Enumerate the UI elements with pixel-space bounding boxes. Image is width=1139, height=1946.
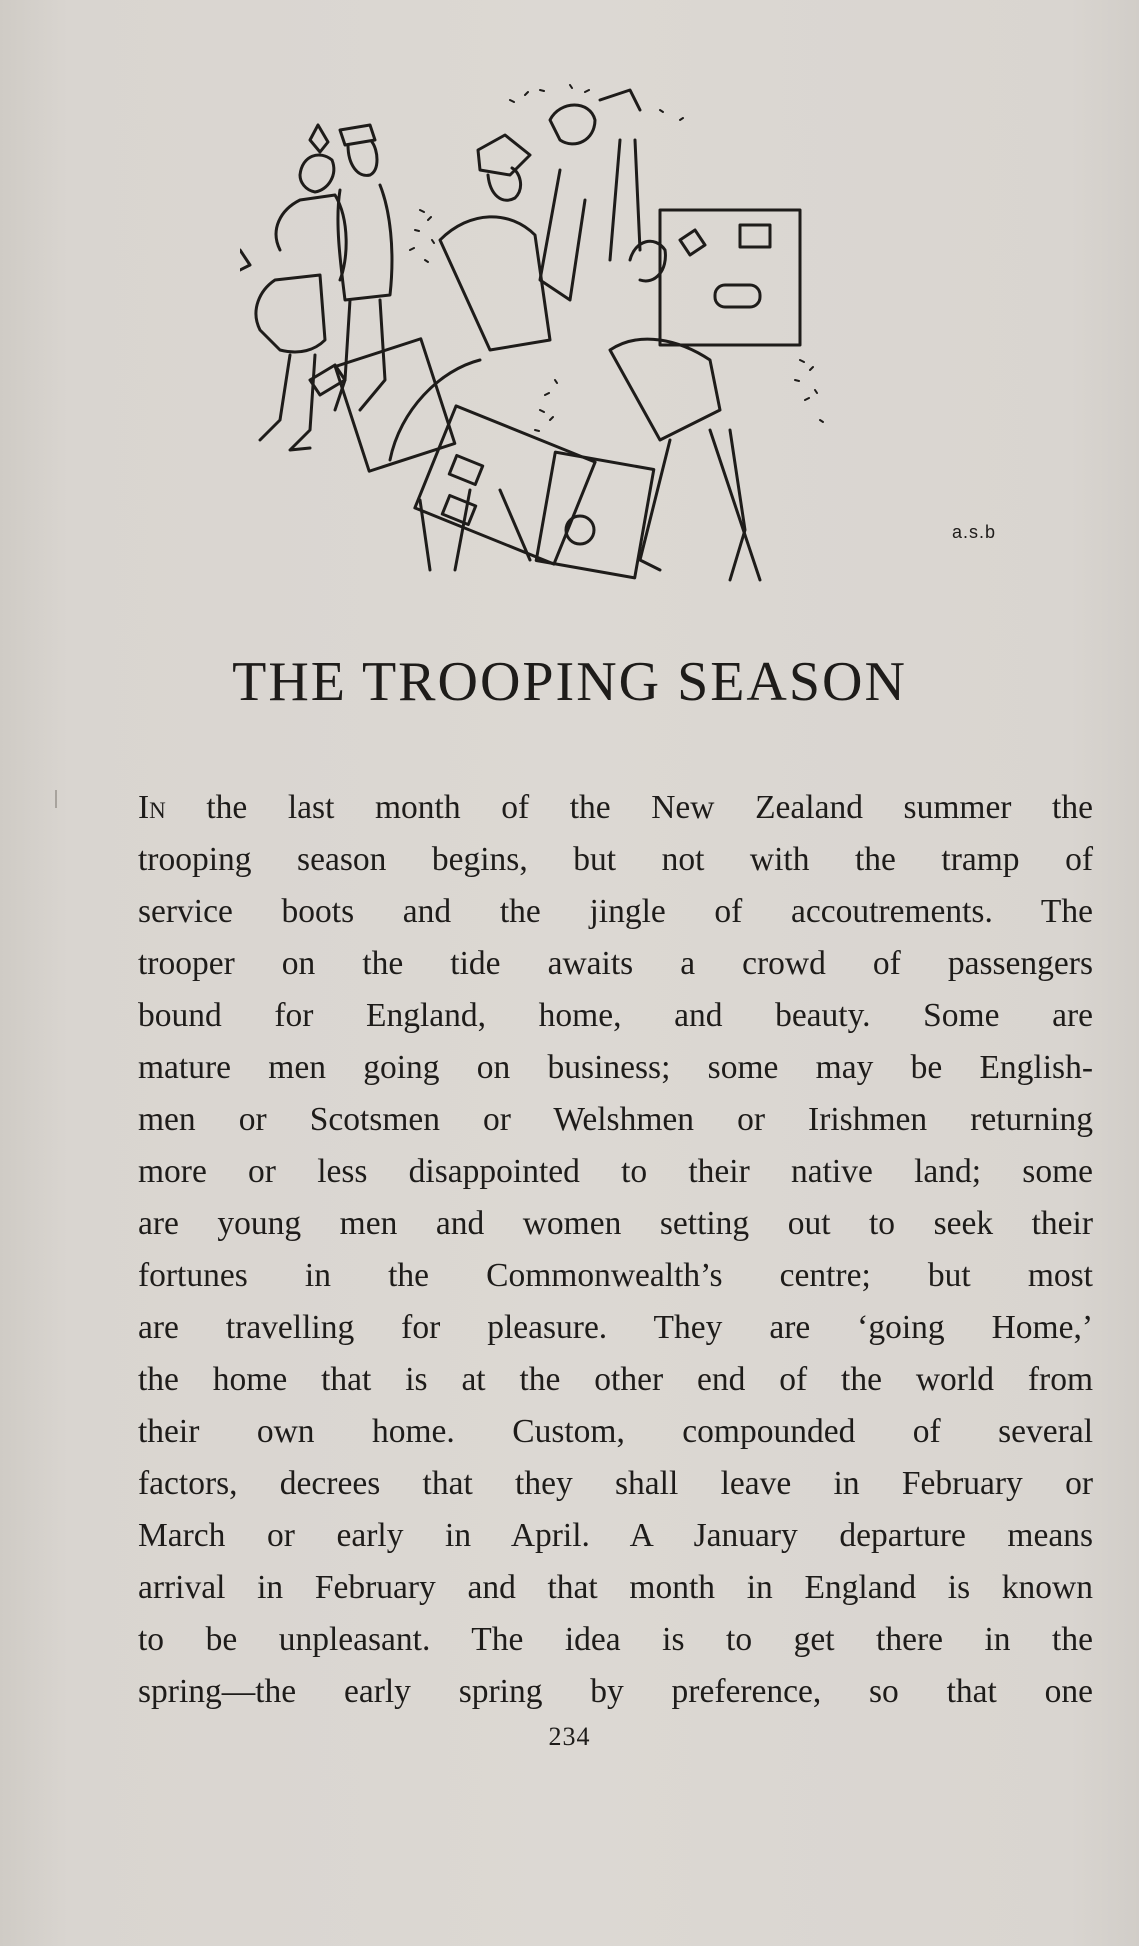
travellers-illustration [240, 80, 1020, 600]
body-line: March or early in April. A January departure means [138, 1517, 1093, 1554]
body-line: men or Scotsmen or Welshmen or Irishmen returning [138, 1101, 1093, 1138]
body-line: trooper on the tide awaits a crowd of passengers [138, 945, 1093, 982]
lead-word: In [138, 789, 166, 826]
body-line: mature men going on business; some may be English- [138, 1049, 1093, 1086]
body-line [138, 782, 1093, 834]
body-line: fortunes in the Commonwealth’s centre; but most [138, 1257, 1093, 1294]
artist-signature: a.s.b [952, 522, 997, 542]
margin-mark [55, 790, 57, 808]
body-line: more or less disappointed to their native land; some [138, 1153, 1093, 1190]
body-line: spring—the early spring by preference, so that one [138, 1673, 1093, 1710]
body-line: their own home. Custom, compounded of several [138, 1413, 1093, 1450]
body-line: factors, decrees that they shall leave in February or [138, 1465, 1093, 1502]
body-line: to be unpleasant. The idea is to get there in the [138, 1621, 1093, 1658]
body-line-text: the last month of the New Zealand summer the [165, 789, 1093, 826]
page-number: 234 [548, 1722, 591, 1751]
body-line: are travelling for pleasure. They are ‘going Home,’ [138, 1309, 1093, 1346]
body-line: arrival in February and that month in England is known [138, 1569, 1093, 1606]
body-line: bound for England, home, and beauty. Some are [138, 997, 1093, 1034]
chapter-title: THE TROOPING SEASON [232, 651, 907, 713]
body-line: the home that is at the other end of the world from [138, 1361, 1093, 1398]
body-line: service boots and the jingle of accoutrements. The [138, 893, 1093, 930]
body-line: trooping season begins, but not with the tramp of [138, 841, 1093, 878]
body-line: are young men and women setting out to seek their [138, 1205, 1093, 1242]
chapter-body [138, 782, 1093, 1718]
travellers-with-luggage-icon [240, 80, 1020, 600]
